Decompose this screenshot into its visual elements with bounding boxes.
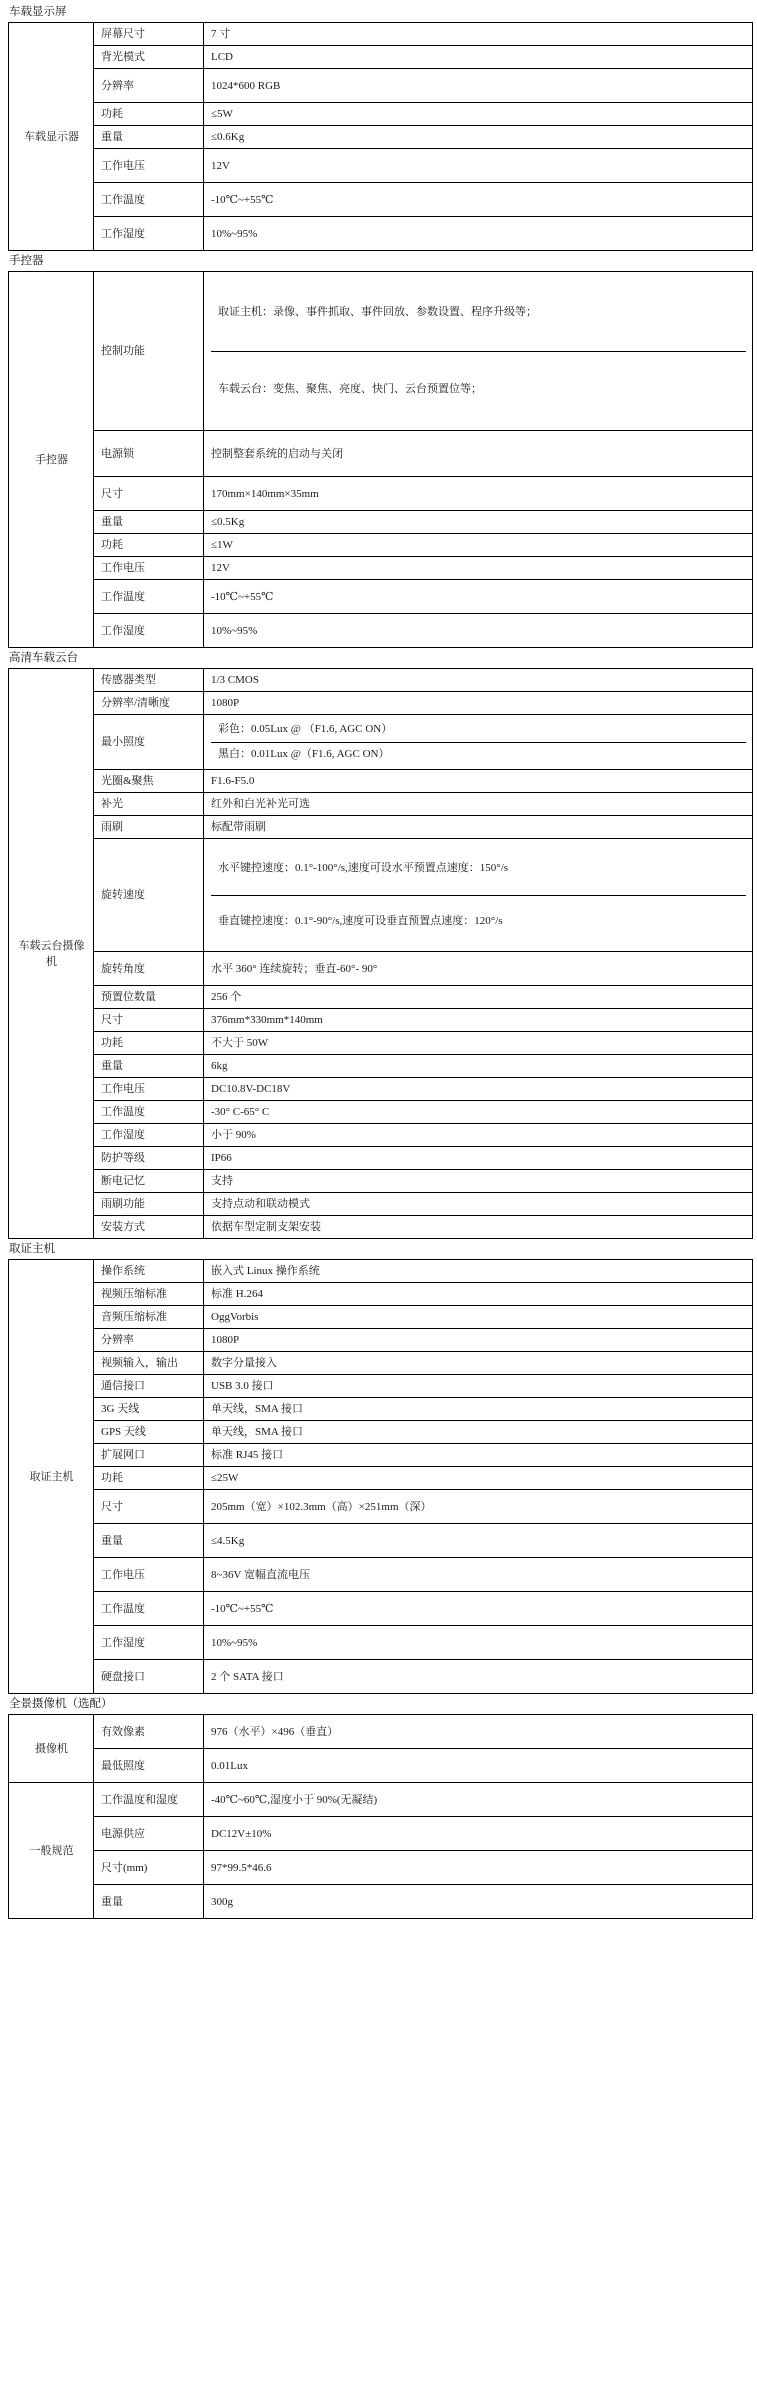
spec-value: ≤1W: [204, 534, 753, 557]
spec-value: 标准 RJ45 接口: [204, 1444, 753, 1467]
spec-key: 操作系统: [94, 1260, 204, 1283]
spec-value: 170mm×140mm×35mm: [204, 477, 753, 511]
table-row: [9, 1467, 753, 1490]
group-label-camera: 摄像机: [9, 1715, 94, 1783]
spec-key: 工作温度: [94, 1101, 204, 1124]
spec-value: 红外和白光补光可选: [204, 793, 753, 816]
spec-value: OggVorbis: [204, 1306, 753, 1329]
spec-value: ≤0.5Kg: [204, 511, 753, 534]
spec-key: 有效像素: [94, 1715, 204, 1749]
table-row: [9, 1558, 753, 1592]
spec-value: 1024*600 RGB: [204, 69, 753, 103]
spec-key: 防护等级: [94, 1147, 204, 1170]
table-row: [9, 1283, 753, 1306]
spec-key: 背光模式: [94, 46, 204, 69]
spec-key: 工作电压: [94, 1078, 204, 1101]
table-row: [9, 126, 753, 149]
spec-table-display: [8, 22, 753, 251]
table-row: [9, 1032, 753, 1055]
spec-key: 电源供应: [94, 1817, 204, 1851]
spec-key: 分辨率: [94, 69, 204, 103]
spec-key: 功耗: [94, 1032, 204, 1055]
table-row: [9, 793, 753, 816]
control-function-list: [211, 275, 746, 427]
spec-table-controller: [8, 271, 753, 648]
table-row: [9, 1101, 753, 1124]
spec-key: 工作温度: [94, 580, 204, 614]
spec-key: 视频压缩标准: [94, 1283, 204, 1306]
spec-key: 分辨率: [94, 1329, 204, 1352]
spec-key: 功耗: [94, 534, 204, 557]
table-row: [9, 1352, 753, 1375]
spec-value: -10℃~+55℃: [204, 183, 753, 217]
spec-table-gimbal: [8, 668, 753, 1239]
spec-key: 尺寸: [94, 1009, 204, 1032]
table-row: [9, 1660, 753, 1694]
rotation-speed-line: 垂直键控速度：0.1°-90°/s,速度可设垂直预置点速度：120°/s: [218, 915, 503, 928]
table-row: [9, 952, 753, 986]
table-row: [211, 895, 746, 948]
spec-value: DC10.8V-DC18V: [204, 1078, 753, 1101]
spec-key: 功耗: [94, 1467, 204, 1490]
table-row: [9, 1444, 753, 1467]
spec-value: 376mm*330mm*140mm: [204, 1009, 753, 1032]
spec-key: 安装方式: [94, 1216, 204, 1239]
table-row: [9, 1749, 753, 1783]
min-illumination-cell: [204, 715, 753, 770]
spec-table-panoramic: [8, 1714, 753, 1919]
table-row: [9, 1421, 753, 1444]
table-row: [9, 986, 753, 1009]
table-row: [9, 614, 753, 648]
spec-key: 工作湿度: [94, 217, 204, 251]
control-function-line: 取证主机：录像、事件抓取、事件回放、参数设置、程序升级等；: [211, 275, 746, 351]
spec-value: 2 个 SATA 接口: [204, 1660, 753, 1694]
spec-value: ≤0.6Kg: [204, 126, 753, 149]
table-row: [9, 770, 753, 793]
spec-key: 通信接口: [94, 1375, 204, 1398]
table-row: [9, 1885, 753, 1919]
table-row: [9, 431, 753, 477]
spec-value: 1080P: [204, 692, 753, 715]
table-row: [9, 692, 753, 715]
spec-value: 97*99.5*46.6: [204, 1851, 753, 1885]
table-row: [9, 1375, 753, 1398]
table-row: [9, 1193, 753, 1216]
table-row: [9, 149, 753, 183]
spec-key: 工作湿度: [94, 1124, 204, 1147]
spec-key: 重量: [94, 511, 204, 534]
table-row: [9, 534, 753, 557]
group-label-host: 取证主机: [9, 1260, 94, 1694]
table-row: [211, 351, 746, 427]
table-row: [9, 1490, 753, 1524]
spec-value: 数字分量接入: [204, 1352, 753, 1375]
spec-key: 功耗: [94, 103, 204, 126]
spec-value: 8~36V 宽幅直流电压: [204, 1558, 753, 1592]
table-row: [9, 1715, 753, 1749]
spec-value: 标配带雨刷: [204, 816, 753, 839]
section-title-panoramic: 全景摄像机（选配）: [9, 1698, 113, 1710]
table-row: [9, 839, 753, 952]
table-row: [9, 1306, 753, 1329]
spec-value: 10%~95%: [204, 1626, 753, 1660]
table-row: [9, 1009, 753, 1032]
table-row: [9, 1078, 753, 1101]
table-row: [9, 1592, 753, 1626]
control-function-line: 车载云台：变焦、聚焦、亮度、快门、云台预置位等；: [218, 382, 482, 395]
spec-value: 0.01Lux: [204, 1749, 753, 1783]
spec-key: 屏幕尺寸: [94, 23, 204, 46]
table-row: [9, 557, 753, 580]
spec-key: 分辨率/清晰度: [94, 692, 204, 715]
table-row: [9, 1626, 753, 1660]
table-row: [211, 742, 746, 766]
spec-value: 单天线，SMA 接口: [204, 1421, 753, 1444]
control-function-cell: [204, 272, 753, 431]
spec-value: 12V: [204, 557, 753, 580]
table-row: [9, 1783, 753, 1817]
spec-value: 控制整套系统的启动与关闭: [204, 431, 753, 477]
table-row: [9, 217, 753, 251]
spec-value: F1.6-F5.0: [204, 770, 753, 793]
spec-key: 扩展网口: [94, 1444, 204, 1467]
spec-key: 工作电压: [94, 557, 204, 580]
rotation-speed-list: [211, 842, 746, 948]
spec-key: 重量: [94, 126, 204, 149]
spec-key: 视频输入，输出: [94, 1352, 204, 1375]
spec-value: 1080P: [204, 1329, 753, 1352]
table-row: [9, 1851, 753, 1885]
table-row: [9, 580, 753, 614]
section-title-host: 取证主机: [9, 1243, 55, 1255]
spec-value: 10%~95%: [204, 614, 753, 648]
table-row: [9, 183, 753, 217]
spec-key: 控制功能: [94, 272, 204, 431]
spec-key: 重量: [94, 1055, 204, 1078]
spec-key: 尺寸(mm): [94, 1851, 204, 1885]
section-title-display: 车载显示屏: [9, 6, 67, 18]
spec-value: 300g: [204, 1885, 753, 1919]
spec-value: 嵌入式 Linux 操作系统: [204, 1260, 753, 1283]
spec-value: 水平 360° 连续旋转；垂直-60°- 90°: [204, 952, 753, 986]
spec-value: IP66: [204, 1147, 753, 1170]
spec-table-host: [8, 1259, 753, 1694]
table-row: [9, 511, 753, 534]
table-row: [9, 1398, 753, 1421]
table-row: [9, 1817, 753, 1851]
spec-key: 补光: [94, 793, 204, 816]
spec-key: 电源锁: [94, 431, 204, 477]
spec-key: 工作湿度: [94, 614, 204, 648]
spec-value: USB 3.0 接口: [204, 1375, 753, 1398]
table-row: [9, 1329, 753, 1352]
spec-value: ≤25W: [204, 1467, 753, 1490]
spec-key: GPS 天线: [94, 1421, 204, 1444]
group-label-controller: 手控器: [9, 272, 94, 648]
spec-key: 音频压缩标准: [94, 1306, 204, 1329]
spec-key: 硬盘接口: [94, 1660, 204, 1694]
spec-key: 尺寸: [94, 477, 204, 511]
spec-value: 支持: [204, 1170, 753, 1193]
illumination-line: 黑白：0.01Lux @（F1.6, AGC ON）: [218, 747, 390, 760]
table-row: [211, 842, 746, 895]
spec-key: 工作温度和湿度: [94, 1783, 204, 1817]
table-row: [9, 477, 753, 511]
table-row: [9, 1055, 753, 1078]
spec-key: 尺寸: [94, 1490, 204, 1524]
table-row: [9, 69, 753, 103]
group-label-gimbal: 车载云台摄像机: [9, 669, 94, 1239]
spec-value: 小于 90%: [204, 1124, 753, 1147]
spec-value: -40℃~60℃,湿度小于 90%(无凝结): [204, 1783, 753, 1817]
spec-value: LCD: [204, 46, 753, 69]
spec-key: 旋转角度: [94, 952, 204, 986]
table-row: [9, 272, 753, 431]
spec-key: 预置位数量: [94, 986, 204, 1009]
spec-value: -10℃~+55℃: [204, 1592, 753, 1626]
spec-value: 1/3 CMOS: [204, 669, 753, 692]
spec-value: ≤4.5Kg: [204, 1524, 753, 1558]
section-title-controller: 手控器: [9, 255, 44, 267]
spec-value: 976（水平）×496（垂直）: [204, 1715, 753, 1749]
spec-key: 工作湿度: [94, 1626, 204, 1660]
spec-value: -10℃~+55℃: [204, 580, 753, 614]
spec-key: 3G 天线: [94, 1398, 204, 1421]
spec-value: 12V: [204, 149, 753, 183]
spec-value: 支持点动和联动模式: [204, 1193, 753, 1216]
table-row: [9, 1124, 753, 1147]
table-row: [9, 715, 753, 770]
rotation-speed-line: 水平键控速度：0.1°-100°/s,速度可设水平预置点速度：150°/s: [211, 842, 746, 895]
group-label-display: 车载显示器: [9, 23, 94, 251]
spec-key: 旋转速度: [94, 839, 204, 952]
spec-value: 不大于 50W: [204, 1032, 753, 1055]
spec-key: 雨刷功能: [94, 1193, 204, 1216]
rotation-speed-cell: [204, 839, 753, 952]
group-label-general: 一般规范: [9, 1783, 94, 1919]
spec-value: 6kg: [204, 1055, 753, 1078]
illumination-line: 彩色：0.05Lux @ （F1.6, AGC ON）: [211, 718, 746, 742]
spec-key: 重量: [94, 1885, 204, 1919]
spec-value: 10%~95%: [204, 217, 753, 251]
table-row: [9, 1524, 753, 1558]
spec-value: 256 个: [204, 986, 753, 1009]
table-row: [9, 669, 753, 692]
min-illumination-list: [211, 718, 746, 766]
table-row: [9, 1216, 753, 1239]
table-row: [9, 46, 753, 69]
table-row: [211, 718, 746, 742]
table-row: [9, 1147, 753, 1170]
spec-value: 依据车型定制支架安装: [204, 1216, 753, 1239]
spec-key: 雨刷: [94, 816, 204, 839]
spec-key: 工作温度: [94, 1592, 204, 1626]
spec-key: 工作电压: [94, 1558, 204, 1592]
spec-key: 断电记忆: [94, 1170, 204, 1193]
spec-value: ≤5W: [204, 103, 753, 126]
spec-key: 工作电压: [94, 149, 204, 183]
spec-key: 最低照度: [94, 1749, 204, 1783]
table-row: [9, 103, 753, 126]
spec-value: 205mm（宽）×102.3mm（高）×251mm（深）: [204, 1490, 753, 1524]
spec-value: -30° C-65° C: [204, 1101, 753, 1124]
table-row: [9, 1170, 753, 1193]
spec-key: 光圈&聚焦: [94, 770, 204, 793]
spec-value: 单天线，SMA 接口: [204, 1398, 753, 1421]
spec-key: 最小照度: [94, 715, 204, 770]
section-title-gimbal: 高清车载云台: [9, 652, 78, 664]
spec-key: 传感器类型: [94, 669, 204, 692]
table-row: [9, 1260, 753, 1283]
table-row: [211, 275, 746, 351]
spec-value: DC12V±10%: [204, 1817, 753, 1851]
table-row: [9, 23, 753, 46]
spec-value: 7 寸: [204, 23, 753, 46]
spec-key: 工作温度: [94, 183, 204, 217]
spec-key: 重量: [94, 1524, 204, 1558]
table-row: [9, 816, 753, 839]
spec-value: 标准 H.264: [204, 1283, 753, 1306]
